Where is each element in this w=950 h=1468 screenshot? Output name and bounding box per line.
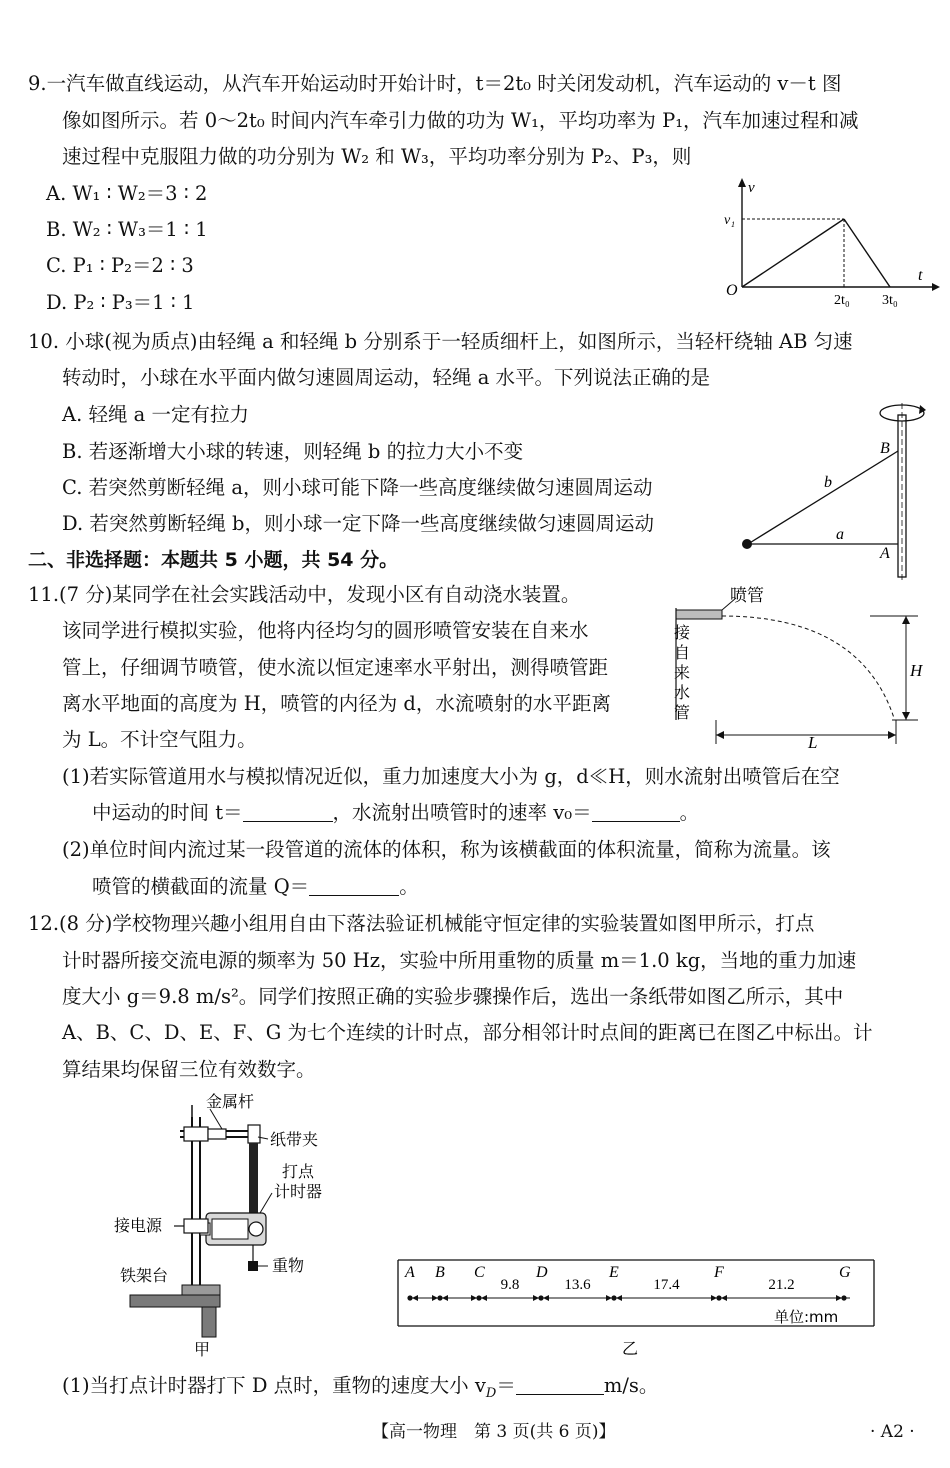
q10-line-2: 转动时，小球在水平面内做匀速圆周运动，轻绳 a 水平。下列说法正确的是 [62, 366, 711, 389]
q11-part2-text-b: 。 [399, 875, 419, 898]
weight-label: 重物 [272, 1256, 305, 1275]
q12-part1-line [62, 1372, 658, 1408]
tape-point-label-B: B [435, 1264, 445, 1281]
q12-part1-text-b: ＝ [496, 1374, 516, 1397]
tape-arrow-head [432, 1295, 438, 1301]
q12-apparatus-figure [110, 1092, 350, 1360]
q9-vt-graph [720, 175, 940, 310]
answer-blank-t[interactable] [243, 801, 333, 822]
tape-gap-label-3: 17.4 [653, 1277, 680, 1293]
q9-option-d: D. P₂ ∶ P₃＝1 ∶ 1 [46, 291, 195, 314]
tape-arrow-head [721, 1295, 727, 1301]
tape-arrow-head [606, 1295, 612, 1301]
tape-gap-label-2: 13.6 [564, 1277, 591, 1293]
q12-part1-subscript: D [485, 1385, 497, 1401]
fig-label-a: a [836, 526, 844, 543]
tape-point-label-A: A [405, 1264, 415, 1281]
fig-label-B: B [880, 440, 890, 457]
q9-line-3: 速过程中克服阻力做的功分别为 W₂ 和 W₃，平均功率分别为 P₂、P₃，则 [62, 145, 692, 168]
tape-arrow-head [836, 1295, 842, 1301]
page-code: · A2 · [870, 1422, 915, 1442]
q11-part2-line-1: (2)单位时间内流过某一段管道的流体的体积，称为该横截面的体积流量，简称为流量。该 [62, 838, 831, 861]
q11-part2-text-a: 喷管的横截面的流量 Q＝ [92, 875, 310, 898]
q12-paper-tape-figure [392, 1258, 892, 1358]
graph-origin-label: O [726, 282, 738, 299]
q10-option-c: C. 若突然剪断轻绳 a，则小球可能下降一些高度继续做匀速圆周运动 [62, 476, 653, 499]
q10-option-a: A. 轻绳 a 一定有拉力 [62, 403, 250, 426]
tape-point-G [841, 1295, 846, 1300]
q12-line-1: 12.(8 分)学校物理兴趣小组用自由下落法验证机械能守恒定律的实验装置如图甲所示，打点 [28, 912, 815, 935]
tape-arrow-head [533, 1295, 539, 1301]
q11-part1-line-1: (1)若实际管道用水与模拟情况近似，重力加速度大小为 g，d≪H，则水流射出喷管后在空 [62, 765, 840, 788]
answer-blank-vD[interactable] [516, 1374, 604, 1395]
graph-v-label: v [748, 180, 755, 196]
tape-unit-label: 单位:mm [774, 1308, 839, 1326]
q9-option-c: C. P₁ ∶ P₂＝2 ∶ 3 [46, 254, 194, 277]
q9-option-a: A. W₁ ∶ W₂＝3 ∶ 2 [46, 182, 208, 205]
pipe-label-5: 管 [674, 703, 691, 722]
caption-yi: 乙 [622, 1339, 639, 1358]
tape-arrow-head [442, 1295, 448, 1301]
q11-water-figure [670, 580, 940, 755]
q10-option-d: D. 若突然剪断轻绳 b，则小球一定下降一些高度继续做匀速圆周运动 [62, 512, 655, 535]
distance-label-L: L [808, 733, 818, 752]
tape-point-A [407, 1295, 412, 1300]
q11-part1-text-b: ，水流射出喷管时的速率 v₀＝ [332, 801, 592, 824]
graph-2t0-label: 2t₀ [834, 293, 850, 308]
tape-point-label-G: G [839, 1264, 851, 1281]
graph-3t0-label: 3t₀ [882, 293, 898, 308]
tape-point-D [538, 1295, 543, 1300]
tape-arrow-head [616, 1295, 622, 1301]
q11-line-5: 为 L。不计空气阻力。 [62, 728, 257, 751]
q9-option-b: B. W₂ ∶ W₃＝1 ∶ 1 [46, 218, 208, 241]
q9-line-1: 9.一汽车做直线运动，从汽车开始运动时开始计时，t＝2t₀ 时关闭发动机，汽车运动的 v－t 图 [28, 72, 842, 95]
timer-label-2: 计时器 [274, 1182, 323, 1201]
stand-label: 铁架台 [120, 1266, 169, 1285]
q11-part1-text-c: 。 [679, 801, 700, 824]
tape-arrow-head [481, 1295, 487, 1301]
q11-line-2: 该同学进行模拟实验，他将内径均匀的圆形喷管安装在自来水 [62, 619, 589, 642]
clip-label: 纸带夹 [270, 1130, 319, 1149]
power-label: 接电源 [114, 1216, 163, 1235]
q12-part1-text-c: m/s。 [603, 1374, 659, 1397]
pipe-label-2: 自 [674, 643, 691, 662]
q11-line-3: 管上，仔细调节喷管，使水流以恒定速率水平射出，测得喷管距 [62, 656, 609, 679]
tape-arrow-head [412, 1295, 418, 1301]
q11-line-1: 11.(7 分)某同学在社会实践活动中，发现小区有自动浇水装置。 [28, 583, 581, 606]
q11-part1-line-2 [92, 799, 699, 827]
q11-part2-line-2 [92, 873, 419, 901]
q10-rod-figure [730, 395, 940, 585]
answer-blank-v0[interactable] [592, 801, 680, 822]
q10-option-b: B. 若逐渐增大小球的转速，则轻绳 b 的拉力大小不变 [62, 440, 524, 463]
pipe-label-1: 接 [674, 623, 691, 642]
fig-label-b: b [824, 474, 832, 491]
fig-label-A: A [880, 545, 890, 562]
timer-label-1: 打点 [282, 1162, 315, 1181]
tape-point-label-C: C [474, 1264, 485, 1281]
tape-point-F [716, 1295, 721, 1300]
q11-line-4: 离水平地面的高度为 H，喷管的内径为 d，水流喷射的水平距离 [62, 692, 611, 715]
tape-arrow-head [711, 1295, 717, 1301]
page-footer: 【高一物理 第 3 页(共 6 页)】 [372, 1422, 616, 1442]
tape-point-E [611, 1295, 616, 1300]
graph-v1-label: v₁ [724, 213, 736, 228]
q12-line-2: 计时器所接交流电源的频率为 50 Hz，实验中所用重物的质量 m＝1.0 kg，当地的重力加速 [62, 949, 857, 972]
answer-blank-Q[interactable] [309, 875, 399, 896]
q9-line-2: 像如图所示。若 0～2t₀ 时间内汽车牵引力做的功为 W₁，平均功率为 P₁，汽车加速过程和减 [62, 109, 859, 132]
q12-part1-text-a: (1)当打点计时器打下 D 点时，重物的速度大小 v [62, 1374, 486, 1397]
tape-point-label-F: F [714, 1264, 724, 1281]
pipe-label-3: 来 [674, 663, 691, 682]
q11-part1-text-a: 中运动的时间 t＝ [92, 801, 243, 824]
tape-point-C [476, 1295, 481, 1300]
tape-gap-label-4: 21.2 [768, 1277, 795, 1293]
graph-t-label: t [918, 267, 923, 284]
section-2-heading: 二、非选择题：本题共 5 小题，共 54 分。 [28, 549, 399, 571]
height-label-H: H [910, 661, 923, 680]
pipe-label-4: 水 [674, 683, 691, 702]
tape-arrow-head [471, 1295, 477, 1301]
q12-line-3: 度大小 g＝9.8 m/s²。同学们按照正确的实验步骤操作后，选出一条纸带如图乙所示，其中 [62, 985, 844, 1008]
q10-line-1: 10. 小球(视为质点)由轻绳 a 和轻绳 b 分别系于一轻质细杆上，如图所示，当轻杆绕轴 AB 匀速 [28, 330, 853, 353]
tape-gap-label-1: 9.8 [500, 1277, 520, 1293]
tape-point-B [437, 1295, 442, 1300]
tape-arrow-head [543, 1295, 549, 1301]
tape-point-label-E: E [609, 1264, 619, 1281]
caption-jia: 甲 [194, 1340, 211, 1359]
rod-label: 金属杆 [206, 1092, 255, 1111]
q12-line-5: 算结果均保留三位有效数字。 [62, 1058, 316, 1081]
nozzle-label: 喷管 [730, 586, 764, 606]
tape-point-label-D: D [536, 1264, 548, 1281]
q12-line-4: A、B、C、D、E、F、G 为七个连续的计时点，部分相邻计时点间的距离已在图乙中标出。计 [62, 1021, 873, 1044]
